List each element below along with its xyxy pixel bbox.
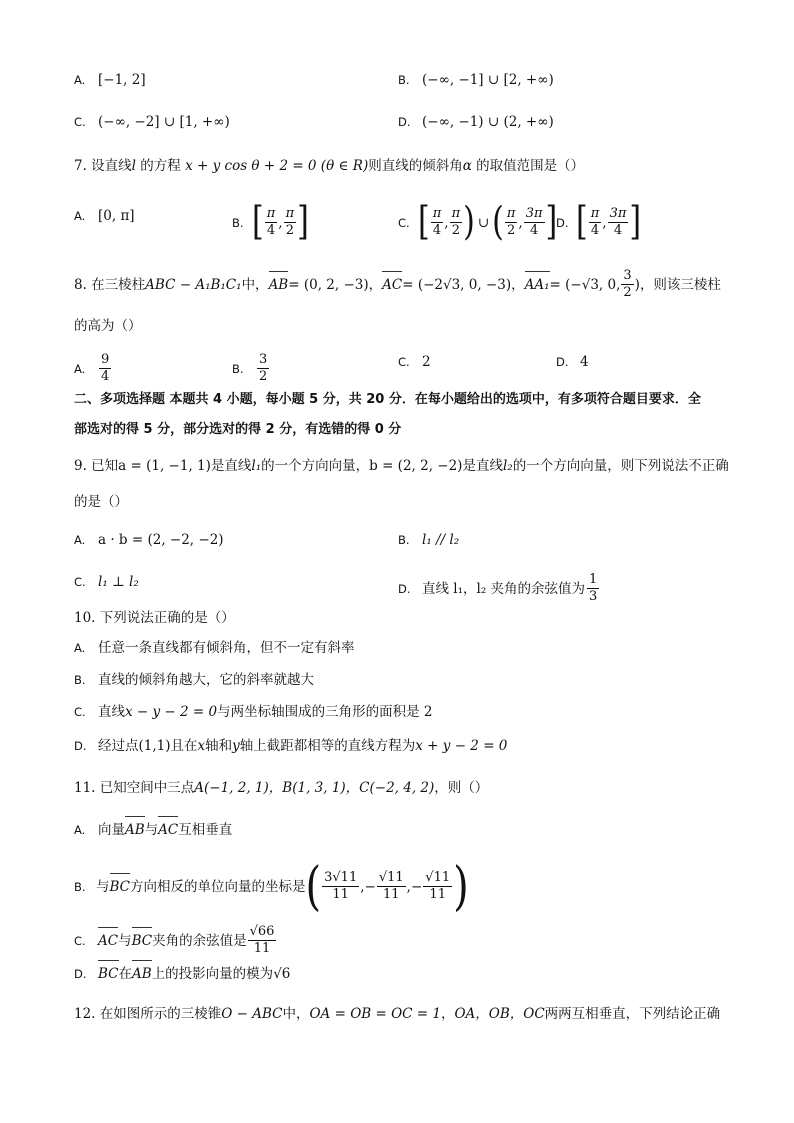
equation: x + y − 2 = 0 (415, 738, 508, 754)
frac-num: π (266, 206, 276, 221)
vector-ab: AB (132, 966, 152, 982)
q7-stem-post: 则直线的倾斜角 (368, 158, 463, 174)
frac-num: √66 (249, 924, 275, 939)
frac-den: 2 (506, 223, 516, 238)
q8-option-b (232, 352, 270, 385)
line-l2: l₂ (502, 458, 513, 474)
text: 轴上截距都相等的直线方程为 (239, 738, 416, 754)
option-value: a · b = (2, −2, −2) (98, 532, 224, 548)
vector-ac: AC (158, 822, 179, 838)
q10-option-c (74, 702, 433, 722)
q10-option-a (74, 638, 355, 658)
minus: − (364, 878, 376, 895)
vector-b: b = (2, 2, −2) (369, 458, 463, 474)
frac-num: 3 (259, 352, 268, 367)
vector-bc: BC (109, 878, 131, 895)
q8-stem (74, 268, 754, 301)
q10-option-b (74, 670, 314, 690)
q8-stem-in: 中， (241, 276, 269, 293)
vector-bc: BC (98, 966, 119, 982)
q7-option-c (398, 199, 558, 245)
text: ， (440, 1006, 455, 1022)
option-label: C. (74, 575, 86, 589)
paren-close: ) (453, 856, 469, 917)
q9-stem-4: 是直线 (462, 458, 503, 474)
q10-option-d (74, 736, 507, 756)
option-label: A. (74, 361, 86, 376)
bracket: [ (418, 199, 430, 245)
comma: , (444, 214, 449, 231)
option-value: l₁ ⊥ l₂ (98, 574, 139, 590)
frac-num: π (506, 206, 516, 221)
vector-ac: AC (98, 932, 119, 949)
option-label: D. (398, 115, 411, 129)
section2-heading-line1: 二、多项选择题 本题共 4 小题，每小题 5 分，共 20 分．在每小题给出的选项中，有多项符合题目要求．全 (74, 392, 701, 407)
text: 在 (118, 966, 133, 982)
text: 夹角的余弦值是 (152, 932, 247, 949)
bracket: ( (492, 199, 504, 245)
points: A(−1, 2, 1)，B(1, 3, 1)，C(−2, 4, 2) (194, 780, 435, 796)
frac-num: 3√11 (324, 870, 358, 885)
q9-option-d (398, 572, 600, 605)
frac-den: 4 (266, 223, 276, 238)
edges: OA，OB，OC (454, 1006, 545, 1022)
q11-option-d (74, 964, 290, 984)
vector-ac: AC (382, 276, 403, 293)
q9-option-a (74, 530, 224, 550)
bracket: ] (297, 199, 309, 245)
frac-den: 2 (285, 223, 294, 238)
vector-bc: BC (131, 932, 153, 949)
option-label: B. (232, 215, 244, 230)
frac-den: 11 (429, 887, 446, 902)
option-value: 4 (580, 354, 589, 370)
bracket: ) (463, 199, 475, 245)
frac-num: π (285, 206, 295, 221)
q8-stem-line2: 的高为（） (74, 318, 142, 334)
text: 经过点 (98, 738, 139, 754)
option-value: [0, π] (98, 208, 135, 224)
bracket: ] (545, 199, 558, 245)
option-value: 任意一条直线都有倾斜角，但不一定有斜率 (98, 640, 355, 656)
tetrahedron: O − ABC (221, 1006, 283, 1022)
q6-option-b (398, 70, 554, 90)
option-value: l₁ // l₂ (422, 532, 460, 548)
option-value: 2 (422, 354, 431, 370)
option-label: A. (74, 823, 86, 837)
q12-stem (74, 1004, 754, 1024)
q6-option-c (74, 112, 230, 132)
text: 向量 (98, 822, 125, 838)
option-label: C. (74, 933, 86, 948)
bracket: [ (576, 199, 588, 245)
option-label: A. (74, 641, 86, 655)
comma: , (406, 878, 411, 895)
option-label: B. (74, 879, 86, 894)
frac-num: π (432, 206, 442, 221)
text: 且在 (170, 738, 198, 754)
text: 与两坐标轴围成的三角形的面积是 2 (217, 704, 433, 720)
q9-stem-1: 9. 已知 (74, 458, 119, 474)
comma: , (278, 214, 283, 231)
text: 与 (118, 932, 132, 949)
section2-heading-line2: 部选对的得 5 分，部分选对的得 2 分，有选错的得 0 分 (74, 422, 402, 437)
text: 与 (96, 878, 110, 895)
comma: , (360, 878, 365, 895)
option-label: C. (74, 705, 86, 719)
point: (1,1) (138, 738, 171, 754)
q6-option-d (398, 112, 554, 132)
option-value: [−1, 2] (98, 72, 146, 88)
option-label: C. (398, 215, 410, 230)
q9-option-c (74, 572, 139, 592)
option-label: D. (74, 739, 87, 753)
option-label: B. (398, 73, 410, 87)
option-label: B. (74, 673, 86, 687)
frac-num: √11 (425, 870, 451, 885)
condition: OA = OB = OC = 1 (309, 1006, 441, 1022)
equation: x − y − 2 = 0 (125, 704, 218, 720)
vector-ab: AB (268, 276, 289, 293)
frac-den: 11 (332, 887, 349, 902)
option-label: D. (74, 967, 87, 981)
frac-num: 1 (589, 572, 598, 587)
q9-stem (74, 456, 754, 476)
paren-close: ) (634, 276, 640, 293)
q7-stem (74, 156, 754, 176)
option-label: D. (398, 581, 411, 596)
q6-option-a (74, 70, 146, 90)
q7-stem-end: 的取值范围是（） (471, 158, 585, 174)
frac-den: 11 (253, 941, 271, 956)
text: 中， (282, 1006, 310, 1022)
option-value: (−∞, −2] ∪ [1, +∞) (98, 114, 230, 130)
q9-stem-3: 的一个方向向量， (261, 458, 370, 474)
text: 方向相反的单位向量的坐标是 (130, 878, 306, 895)
paren-open: ( (305, 856, 322, 917)
value: √6 (273, 966, 291, 982)
q7-alpha: α (462, 158, 472, 174)
q8-stem-pre: 8. 在三棱柱 (74, 276, 146, 293)
comma: , (518, 214, 523, 231)
option-value: (−∞, −1] ∪ [2, +∞) (422, 72, 554, 88)
text: 12. 在如图所示的三棱锥 (74, 1006, 222, 1022)
vector-a: a = (1, −1, 1) (118, 458, 211, 474)
option-value: (−∞, −1) ∪ (2, +∞) (422, 114, 554, 130)
q10-stem: 10. 下列说法正确的是（） (74, 610, 235, 626)
q9-stem-5: 的一个方向向量，则下列说法不正确 (512, 458, 729, 474)
line-l1: l₁ (251, 458, 262, 474)
q8-option-d (556, 352, 589, 372)
frac-den: 4 (101, 369, 110, 384)
option-label: A. (74, 209, 86, 223)
union-symbol: ∪ (477, 214, 490, 231)
minus: − (410, 878, 423, 895)
text: 上的投影向量的模为 (151, 966, 274, 982)
q7-stem-pre: 7. 设直线 (74, 158, 132, 174)
text: 两两互相垂直，下列结论正确 (544, 1006, 721, 1022)
q7-line-var: l (131, 158, 136, 174)
vector-aa1-value: = (−√3, 0, (549, 276, 621, 293)
q7-option-d (556, 199, 642, 245)
frac-den: 11 (382, 887, 400, 902)
q11-option-b (74, 856, 469, 917)
option-value: 直线 l₁，l₂ 夹角的余弦值为 (422, 580, 586, 597)
option-value: 直线的倾斜角越大，它的斜率就越大 (98, 672, 314, 688)
frac-den: 4 (590, 223, 600, 238)
frac-den: 4 (529, 223, 539, 238)
q11-option-c (74, 924, 277, 957)
option-label: C. (74, 115, 86, 129)
x-var: x (197, 738, 206, 754)
text: 直线 (98, 704, 125, 720)
q8-option-a (74, 352, 112, 385)
bracket: [ (252, 199, 264, 245)
vector-ac-value: = (−2√3, 0, −3)， (402, 276, 525, 293)
q7-equation: x + y cos θ + 2 = 0 (θ ∈ R) (185, 158, 369, 174)
q8-option-c (398, 352, 431, 372)
option-label: A. (74, 73, 86, 87)
frac-den: 4 (432, 223, 442, 238)
q8-prism: ABC − A₁B₁C₁ (145, 276, 242, 293)
q9-option-b (398, 530, 459, 550)
y-var: y (232, 738, 240, 754)
frac-den: 2 (623, 285, 632, 300)
frac-num: 3π (525, 206, 543, 221)
option-label: C. (398, 355, 410, 369)
frac-num: 3π (609, 206, 627, 221)
q7-option-a (74, 206, 135, 226)
text: ，则（） (434, 780, 489, 796)
text: 轴和 (205, 738, 233, 754)
frac-den: 3 (589, 589, 598, 604)
frac-den: 2 (451, 223, 460, 238)
q11-option-a (74, 820, 232, 840)
q7-stem-mid: 的方程 (136, 158, 181, 174)
q8-stem-end: ，则该三棱柱 (639, 276, 721, 293)
q7-option-b (232, 199, 309, 245)
option-label: A. (74, 533, 86, 547)
text: 与 (144, 822, 159, 838)
frac-num: 9 (101, 352, 110, 367)
comma: , (602, 214, 607, 231)
vector-ab: AB (125, 822, 145, 838)
frac-num: 3 (623, 268, 632, 283)
frac-num: π (590, 206, 600, 221)
bracket: ] (629, 199, 642, 245)
text: 互相垂直 (178, 822, 233, 838)
vector-ab-value: = (0, 2, −3)， (288, 276, 383, 293)
q11-stem (74, 778, 754, 798)
option-label: B. (398, 533, 410, 547)
option-label: D. (556, 215, 569, 230)
q9-stem-2: 是直线 (210, 458, 252, 474)
option-label: B. (232, 361, 244, 376)
text: 11. 已知空间中三点 (74, 780, 195, 796)
frac-den: 4 (613, 223, 623, 238)
vector-aa1: AA₁ (524, 276, 550, 293)
frac-num: π (451, 206, 461, 221)
q9-stem-line2: 的是（） (74, 494, 128, 510)
frac-num: √11 (378, 870, 404, 885)
option-label: D. (556, 355, 569, 369)
frac-den: 2 (259, 369, 268, 384)
